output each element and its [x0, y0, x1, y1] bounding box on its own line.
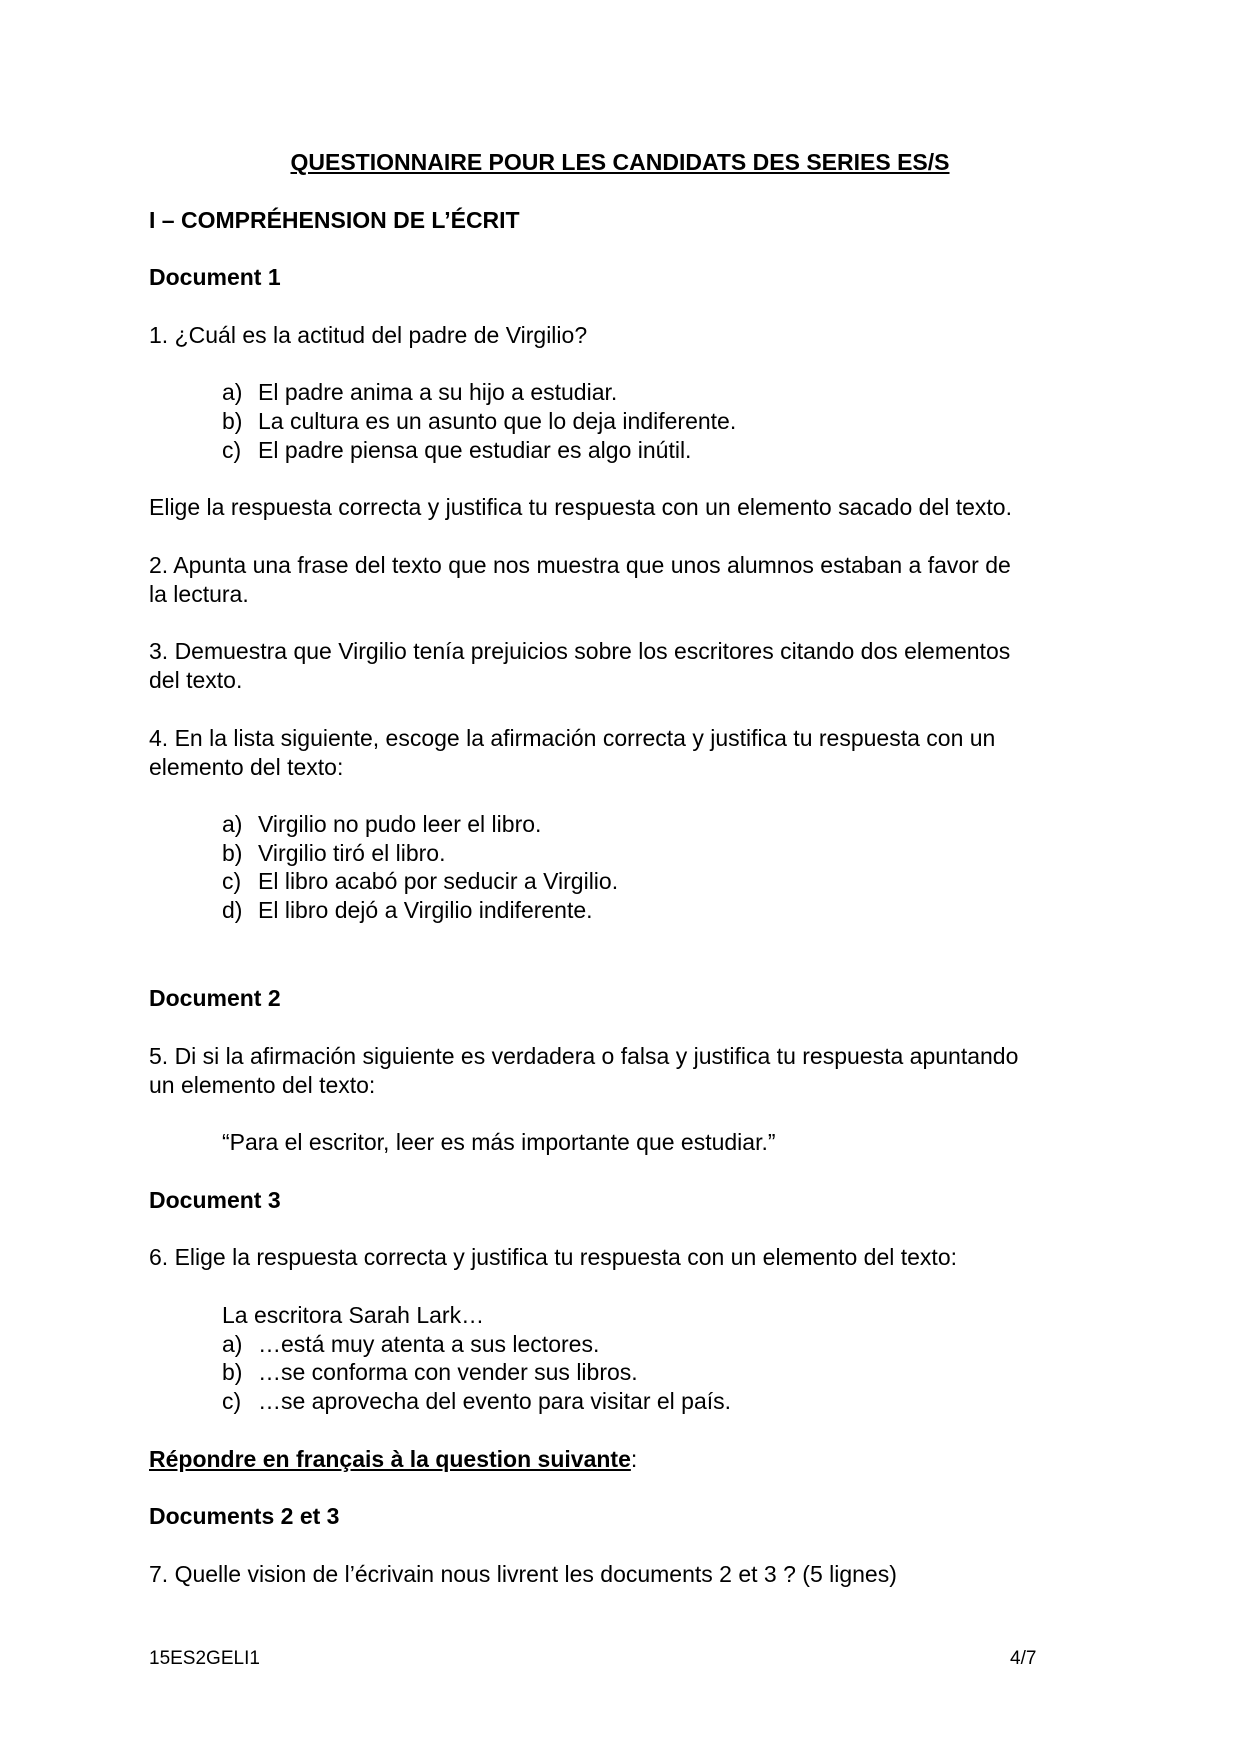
question-5-line-1: 5. Di si la afirmación siguiente es verdadera o falsa y justifica tu respuesta apuntando [149, 1043, 1019, 1069]
question-5-line-2: un elemento del texto: [149, 1072, 376, 1098]
question-4-line-1: 4. En la lista siguiente, escoge la afirmación correcta y justifica tu respuesta con un [149, 725, 996, 751]
question-4-line-2: elemento del texto: [149, 754, 344, 780]
option-letter: b) [222, 840, 243, 866]
documents-2-3-heading: Documents 2 et 3 [149, 1503, 340, 1529]
option-text: Virgilio no pudo leer el libro. [258, 811, 542, 837]
french-instruction-text: Répondre en français à la question suivante [149, 1446, 631, 1472]
footer-code: 15ES2GELI1 [149, 1648, 260, 1669]
option-letter: c) [222, 1388, 242, 1414]
document-3-heading: Document 3 [149, 1187, 281, 1213]
footer-page-number: 4/7 [1010, 1648, 1037, 1669]
question-1: 1. ¿Cuál es la actitud del padre de Virgilio? [149, 322, 588, 348]
option-letter: c) [222, 868, 242, 894]
option-text: La cultura es un asunto que lo deja indiferente. [258, 408, 737, 434]
question-1-instruction: Elige la respuesta correcta y justifica tu respuesta con un elemento sacado del texto. [149, 494, 1012, 520]
document-2-heading: Document 2 [149, 985, 281, 1011]
option-text: …se aprovecha del evento para visitar el país. [258, 1388, 732, 1414]
french-instruction-colon: : [630, 1446, 638, 1472]
question-7: 7. Quelle vision de l’écrivain nous livrent les documents 2 et 3 ? (5 lignes) [149, 1561, 897, 1587]
option-letter: c) [222, 437, 242, 463]
question-6-stem: La escritora Sarah Lark… [222, 1302, 485, 1328]
option-text: El padre anima a su hijo a estudiar. [258, 379, 618, 405]
option-text: …se conforma con vender sus libros. [258, 1359, 638, 1385]
option-text: El libro acabó por seducir a Virgilio. [258, 868, 619, 894]
page-title: QUESTIONNAIRE POUR LES CANDIDATS DES SERIES ES/S [290, 149, 950, 175]
question-2-line-2: la lectura. [149, 581, 249, 607]
option-letter: b) [222, 1359, 243, 1385]
question-5-quote: “Para el escritor, leer es más importante que estudiar.” [222, 1129, 776, 1155]
question-3-line-2: del texto. [149, 667, 243, 693]
document-1-heading: Document 1 [149, 264, 281, 290]
option-text: Virgilio tiró el libro. [258, 840, 446, 866]
option-text: El libro dejó a Virgilio indiferente. [258, 897, 593, 923]
question-3-line-1: 3. Demuestra que Virgilio tenía prejuicios sobre los escritores citando dos elementos [149, 638, 1011, 664]
option-letter: a) [222, 811, 243, 837]
option-letter: b) [222, 408, 243, 434]
option-letter: a) [222, 379, 243, 405]
option-letter: d) [222, 897, 243, 923]
question-2-line-1: 2. Apunta una frase del texto que nos muestra que unos alumnos estaban a favor de [149, 552, 1011, 578]
option-text: …está muy atenta a sus lectores. [258, 1331, 600, 1357]
section-heading: I – COMPRÉHENSION DE L’ÉCRIT [149, 207, 520, 233]
option-letter: a) [222, 1331, 243, 1357]
option-text: El padre piensa que estudiar es algo inútil. [258, 437, 692, 463]
french-instruction [149, 1445, 637, 1474]
question-6: 6. Elige la respuesta correcta y justifica tu respuesta con un elemento del texto: [149, 1244, 957, 1270]
